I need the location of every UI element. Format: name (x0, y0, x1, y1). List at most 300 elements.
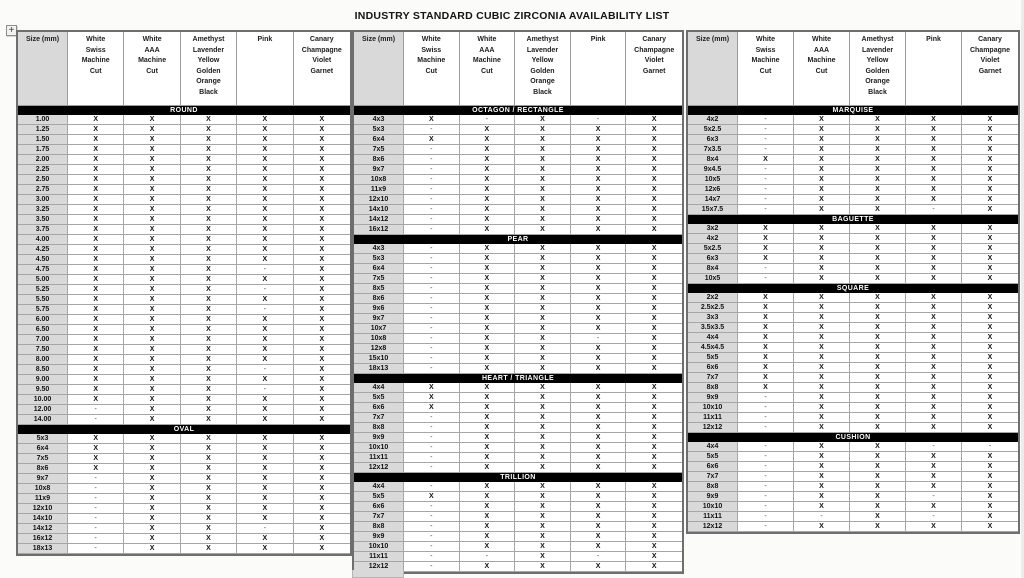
availability-cell: X (962, 175, 1018, 185)
availability-cell: X (237, 395, 293, 405)
availability-cell: X (124, 335, 180, 345)
availability-table-middle (352, 30, 684, 574)
size-cell: 4.5x4.5 (688, 343, 738, 353)
availability-cell: - (738, 135, 794, 145)
availability-cell: X (962, 254, 1018, 264)
availability-cell: - (404, 314, 460, 324)
availability-cell: - (906, 512, 962, 522)
availability-cell: X (738, 303, 794, 313)
availability-cell: X (124, 524, 180, 534)
size-cell: 7x7 (688, 373, 738, 383)
availability-cell: X (626, 364, 682, 374)
availability-cell: X (460, 522, 516, 532)
availability-cell: X (571, 314, 627, 324)
section-header-square: SQUARE (688, 284, 1018, 293)
size-cell: 5x5 (688, 353, 738, 363)
availability-cell: X (850, 522, 906, 532)
availability-cell: X (124, 305, 180, 315)
availability-cell: X (571, 502, 627, 512)
availability-cell: X (124, 464, 180, 474)
availability-cell: X (124, 175, 180, 185)
size-cell: 10x10 (354, 443, 404, 453)
availability-cell: X (181, 245, 237, 255)
availability-cell: X (962, 303, 1018, 313)
availability-cell: X (124, 265, 180, 275)
availability-cell: X (181, 205, 237, 215)
availability-cell: X (68, 434, 124, 444)
availability-cell: X (181, 444, 237, 454)
availability-cell: - (738, 145, 794, 155)
table-row (18, 464, 350, 474)
availability-cell: X (626, 284, 682, 294)
size-cell: 4.25 (18, 245, 68, 255)
availability-cell: X (962, 165, 1018, 175)
availability-cell: X (906, 403, 962, 413)
table-row (354, 413, 682, 423)
availability-cell: X (962, 383, 1018, 393)
availability-cell: - (738, 512, 794, 522)
availability-cell: X (626, 225, 682, 235)
size-cell: 10x5 (688, 274, 738, 284)
availability-cell: X (962, 403, 1018, 413)
availability-cell: X (515, 205, 571, 215)
availability-cell: X (460, 344, 516, 354)
availability-cell: X (794, 492, 850, 502)
availability-cell: X (962, 472, 1018, 482)
table-row (354, 423, 682, 433)
availability-cell: - (404, 264, 460, 274)
size-cell: 14x10 (354, 205, 404, 215)
size-cell: 11x11 (688, 512, 738, 522)
availability-cell: - (404, 512, 460, 522)
size-cell: 5x5 (354, 492, 404, 502)
availability-cell: X (962, 393, 1018, 403)
availability-cell: X (68, 205, 124, 215)
table-row (688, 373, 1018, 383)
availability-cell: X (294, 325, 350, 335)
table-row (18, 125, 350, 135)
size-cell: 11x11 (688, 413, 738, 423)
availability-cell: X (294, 504, 350, 514)
availability-cell: X (962, 323, 1018, 333)
table-row (354, 254, 682, 264)
availability-cell: X (68, 185, 124, 195)
availability-cell: X (571, 135, 627, 145)
table-row (18, 285, 350, 295)
availability-cell: - (404, 413, 460, 423)
table-row (354, 115, 682, 125)
availability-cell: X (571, 413, 627, 423)
availability-cell: - (404, 463, 460, 473)
availability-cell: X (460, 304, 516, 314)
availability-cell: X (626, 344, 682, 354)
availability-cell: X (460, 463, 516, 473)
availability-cell: X (738, 224, 794, 234)
availability-cell: X (738, 293, 794, 303)
availability-cell: X (850, 254, 906, 264)
table-row (18, 115, 350, 125)
size-cell: 2.25 (18, 165, 68, 175)
availability-cell: - (906, 205, 962, 215)
size-cell: 9.00 (18, 375, 68, 385)
section-header-cushion: CUSHION (688, 433, 1018, 442)
availability-cell: - (237, 524, 293, 534)
availability-cell: X (626, 383, 682, 393)
availability-cell: X (626, 125, 682, 135)
size-cell: 4x3 (354, 244, 404, 254)
availability-cell: X (460, 324, 516, 334)
availability-cell: X (906, 165, 962, 175)
table-row (18, 395, 350, 405)
availability-cell: - (404, 215, 460, 225)
availability-cell: X (515, 354, 571, 364)
availability-cell: X (404, 383, 460, 393)
availability-cell: X (906, 254, 962, 264)
table-row (354, 393, 682, 403)
table-row (354, 453, 682, 463)
availability-cell: - (404, 205, 460, 215)
availability-cell: X (626, 294, 682, 304)
table-row (18, 534, 350, 544)
availability-cell: X (460, 215, 516, 225)
availability-cell: - (68, 504, 124, 514)
availability-cell: X (626, 522, 682, 532)
availability-cell: X (571, 175, 627, 185)
availability-cell: X (124, 125, 180, 135)
size-cell: 8x8 (354, 522, 404, 532)
availability-cell: X (237, 514, 293, 524)
availability-cell: - (237, 285, 293, 295)
availability-cell: X (794, 373, 850, 383)
availability-cell: X (237, 464, 293, 474)
availability-cell: X (68, 215, 124, 225)
availability-cell: X (181, 405, 237, 415)
availability-cell: X (181, 365, 237, 375)
availability-cell: X (571, 403, 627, 413)
table-row (18, 135, 350, 145)
availability-cell: X (124, 255, 180, 265)
size-cell: 10.00 (18, 395, 68, 405)
size-cell: 5x3 (354, 125, 404, 135)
table-move-handle-icon[interactable]: + (6, 25, 17, 36)
availability-cell: X (68, 255, 124, 265)
availability-cell: X (294, 454, 350, 464)
availability-cell: - (68, 534, 124, 544)
availability-cell: X (237, 275, 293, 285)
table-row (354, 165, 682, 175)
size-cell: 11x9 (354, 185, 404, 195)
size-cell: 2x2 (688, 293, 738, 303)
availability-cell: X (294, 225, 350, 235)
table-row (688, 115, 1018, 125)
availability-cell: X (571, 443, 627, 453)
table-row (354, 215, 682, 225)
availability-cell: X (460, 492, 516, 502)
availability-cell: - (738, 205, 794, 215)
availability-cell: - (404, 522, 460, 532)
availability-cell: X (850, 175, 906, 185)
availability-cell: - (404, 542, 460, 552)
availability-cell: X (68, 305, 124, 315)
availability-cell: X (738, 333, 794, 343)
table-row (354, 314, 682, 324)
column-header-row (354, 32, 682, 106)
availability-cell: X (794, 502, 850, 512)
availability-cell: X (124, 165, 180, 175)
availability-cell: X (571, 492, 627, 502)
availability-cell: X (68, 225, 124, 235)
availability-cell: X (237, 325, 293, 335)
availability-cell: X (124, 325, 180, 335)
availability-cell: X (626, 463, 682, 473)
size-cell: 10x8 (18, 484, 68, 494)
table-row (18, 504, 350, 514)
availability-cell: X (738, 155, 794, 165)
availability-cell: - (404, 145, 460, 155)
size-cell: 7x5 (354, 274, 404, 284)
availability-cell: X (68, 285, 124, 295)
availability-cell: - (68, 405, 124, 415)
size-cell: 16x12 (354, 225, 404, 235)
table-row (18, 255, 350, 265)
availability-cell: X (124, 375, 180, 385)
availability-cell: X (294, 205, 350, 215)
availability-cell: - (738, 413, 794, 423)
availability-cell: X (962, 343, 1018, 353)
availability-cell: X (962, 363, 1018, 373)
table-row (18, 155, 350, 165)
table-row (18, 444, 350, 454)
availability-cell: X (962, 205, 1018, 215)
column-header-white-swiss: White Swiss Machine Cut (68, 32, 124, 106)
availability-cell: X (626, 542, 682, 552)
table-row (354, 145, 682, 155)
availability-cell: X (237, 225, 293, 235)
availability-cell: X (962, 333, 1018, 343)
table-row (354, 225, 682, 235)
availability-cell: X (738, 373, 794, 383)
availability-cell: X (294, 544, 350, 554)
availability-cell: X (124, 135, 180, 145)
availability-cell: X (850, 303, 906, 313)
availability-cell: X (626, 413, 682, 423)
table-row (18, 355, 350, 365)
availability-cell: X (124, 355, 180, 365)
availability-cell: - (404, 453, 460, 463)
availability-cell: X (460, 453, 516, 463)
availability-cell: X (850, 472, 906, 482)
availability-cell: - (404, 532, 460, 542)
availability-cell: X (294, 115, 350, 125)
availability-cell: X (571, 264, 627, 274)
size-cell: 12x12 (354, 562, 404, 572)
availability-cell: X (124, 295, 180, 305)
availability-cell: X (626, 135, 682, 145)
availability-cell: X (460, 433, 516, 443)
availability-cell: X (460, 354, 516, 364)
availability-cell: X (906, 264, 962, 274)
availability-cell: X (181, 255, 237, 265)
availability-cell: - (738, 393, 794, 403)
availability-cell: - (68, 415, 124, 425)
availability-cell: X (294, 444, 350, 454)
availability-cell: - (404, 294, 460, 304)
availability-cell: X (626, 334, 682, 344)
availability-cell: X (460, 225, 516, 235)
table-row (18, 315, 350, 325)
availability-cell: X (460, 562, 516, 572)
availability-cell: X (294, 405, 350, 415)
size-cell: 4x4 (354, 383, 404, 393)
table-row (688, 165, 1018, 175)
table-row (18, 405, 350, 415)
availability-cell: X (68, 365, 124, 375)
table-row (18, 195, 350, 205)
table-row (688, 522, 1018, 532)
size-cell: 2.75 (18, 185, 68, 195)
size-cell: 7.50 (18, 345, 68, 355)
availability-cell: - (404, 482, 460, 492)
availability-cell: X (460, 542, 516, 552)
table-row (354, 433, 682, 443)
size-cell: 1.00 (18, 115, 68, 125)
availability-cell: X (515, 185, 571, 195)
availability-cell: X (124, 385, 180, 395)
availability-cell: X (850, 413, 906, 423)
availability-cell: X (237, 534, 293, 544)
column-header-size: Size (mm) (18, 32, 68, 106)
availability-cell: X (962, 293, 1018, 303)
availability-cell: X (906, 135, 962, 145)
availability-cell: X (68, 125, 124, 135)
availability-cell: X (571, 522, 627, 532)
availability-cell: X (850, 492, 906, 502)
table-row (18, 385, 350, 395)
availability-cell: X (237, 375, 293, 385)
availability-cell: X (850, 274, 906, 284)
size-cell: 3.5x3.5 (688, 323, 738, 333)
availability-cell: - (738, 195, 794, 205)
table-row (688, 442, 1018, 452)
size-cell: 14x12 (354, 215, 404, 225)
size-cell: 11x11 (354, 552, 404, 562)
availability-cell: X (460, 284, 516, 294)
size-cell: 12.00 (18, 405, 68, 415)
availability-cell: X (906, 423, 962, 433)
availability-cell: X (794, 522, 850, 532)
availability-cell: X (906, 522, 962, 532)
availability-cell: X (460, 502, 516, 512)
size-cell: 6x4 (354, 135, 404, 145)
table-row (354, 354, 682, 364)
size-cell: 6x4 (18, 444, 68, 454)
size-cell: 9x9 (688, 393, 738, 403)
availability-cell: X (515, 403, 571, 413)
availability-cell: X (626, 532, 682, 542)
availability-cell: X (294, 185, 350, 195)
availability-cell: X (738, 353, 794, 363)
availability-cell: X (124, 474, 180, 484)
size-cell: 10x10 (688, 403, 738, 413)
availability-cell: - (738, 175, 794, 185)
availability-cell: - (404, 562, 460, 572)
table-row (18, 544, 350, 554)
size-cell: 7.00 (18, 335, 68, 345)
size-cell: 3x2 (688, 224, 738, 234)
availability-cell: - (738, 264, 794, 274)
availability-cell: X (571, 165, 627, 175)
section-header-oval: OVAL (18, 425, 350, 434)
availability-cell: X (794, 323, 850, 333)
availability-cell: X (906, 502, 962, 512)
size-cell: 1.25 (18, 125, 68, 135)
table-row (354, 512, 682, 522)
availability-cell: - (460, 115, 516, 125)
availability-cell: X (571, 532, 627, 542)
availability-cell: X (626, 145, 682, 155)
availability-cell: X (626, 185, 682, 195)
availability-cell: X (460, 443, 516, 453)
availability-cell: X (571, 482, 627, 492)
availability-cell: - (404, 125, 460, 135)
availability-cell: X (237, 494, 293, 504)
availability-cell: X (738, 363, 794, 373)
size-cell: 6x3 (688, 254, 738, 264)
availability-cell: X (515, 274, 571, 284)
availability-cell: - (404, 364, 460, 374)
availability-cell: X (294, 235, 350, 245)
availability-cell: X (571, 512, 627, 522)
availability-cell: X (794, 293, 850, 303)
availability-cell: X (962, 274, 1018, 284)
availability-cell: X (794, 333, 850, 343)
availability-cell: X (962, 125, 1018, 135)
table-row (688, 452, 1018, 462)
availability-cell: X (181, 504, 237, 514)
section-header-pear: PEAR (354, 235, 682, 244)
availability-cell: X (515, 135, 571, 145)
availability-cell: X (237, 474, 293, 484)
availability-cell: X (571, 433, 627, 443)
availability-cell: X (515, 115, 571, 125)
table-row (688, 244, 1018, 254)
availability-cell: X (571, 225, 627, 235)
table-row (18, 295, 350, 305)
availability-cell: X (515, 552, 571, 562)
availability-cell: X (794, 442, 850, 452)
availability-cell: X (571, 274, 627, 284)
availability-cell: X (626, 205, 682, 215)
availability-cell: - (738, 492, 794, 502)
table-row (354, 244, 682, 254)
availability-cell: X (794, 413, 850, 423)
size-cell: 8x6 (18, 464, 68, 474)
availability-cell: X (124, 155, 180, 165)
table-row (688, 155, 1018, 165)
availability-cell: X (68, 275, 124, 285)
size-cell: 9x9 (688, 492, 738, 502)
availability-cell: X (571, 284, 627, 294)
availability-cell: X (124, 115, 180, 125)
availability-cell: X (68, 315, 124, 325)
availability-cell: X (962, 195, 1018, 205)
availability-cell: X (738, 313, 794, 323)
section-header-round: ROUND (18, 106, 350, 115)
table-row (354, 532, 682, 542)
availability-cell: X (571, 145, 627, 155)
availability-cell: X (181, 355, 237, 365)
availability-cell: X (294, 315, 350, 325)
